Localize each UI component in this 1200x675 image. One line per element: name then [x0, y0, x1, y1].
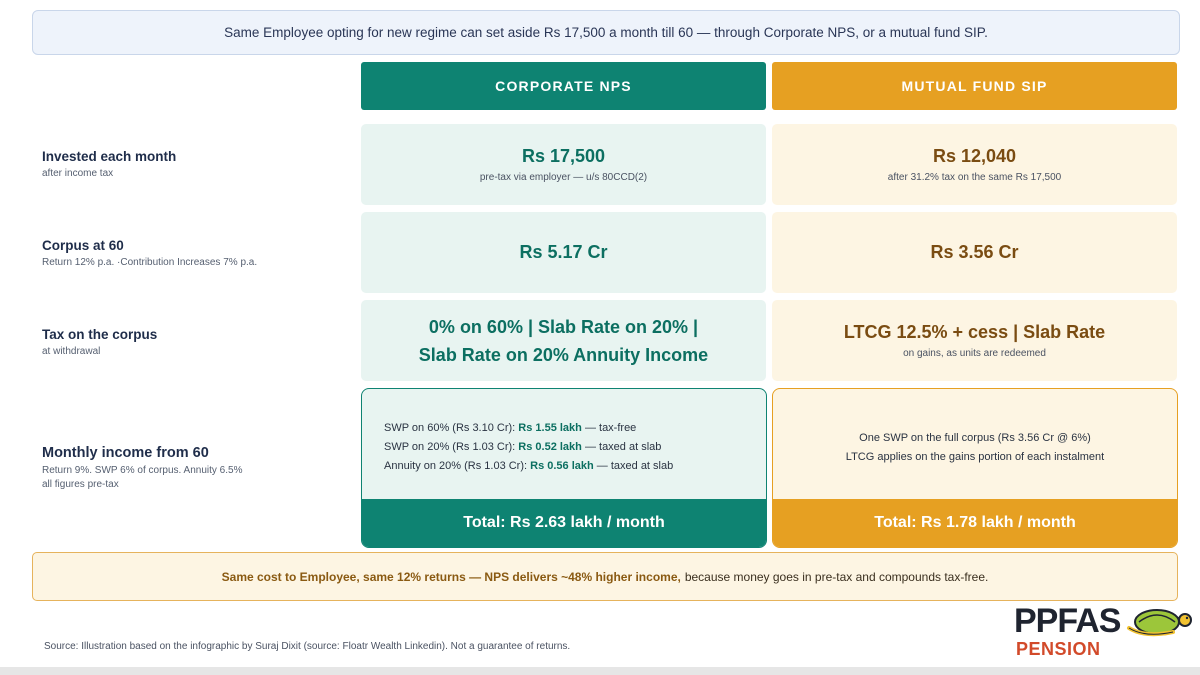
- summary-rest: because money goes in pre-tax and compounds tax-free.: [684, 569, 989, 584]
- row-label-invested: [42, 149, 176, 181]
- mf-tax-note: on gains, as units are redeemed: [903, 348, 1046, 359]
- nps-income-total: Total: Rs 2.63 lakh / month: [362, 499, 766, 547]
- row-subtitle: Return 12% p.a. ·Contribution Increases 7% p.a.: [42, 257, 258, 268]
- mf-income-list: [773, 429, 1177, 467]
- item-amount: Rs 1.55 lakh: [518, 422, 582, 434]
- nps-tax-cell: [361, 300, 766, 381]
- mf-corpus-cell: [772, 212, 1177, 293]
- row-title: Invested each month: [42, 149, 177, 164]
- row-title: Corpus at 60: [42, 238, 124, 253]
- row-label-tax: [42, 327, 157, 359]
- list-item: [384, 419, 673, 438]
- mf-tax-cell: [772, 300, 1177, 381]
- mutual-fund-sip-header: MUTUAL FUND SIP: [772, 62, 1177, 110]
- row-title: Monthly income from 60: [42, 445, 209, 461]
- turtle-icon: [1125, 604, 1195, 644]
- nps-income-body: [362, 389, 766, 499]
- row-subtitle: after income tax: [42, 168, 114, 179]
- list-item: [384, 438, 673, 457]
- mf-income-total: Total: Rs 1.78 lakh / month: [773, 499, 1177, 547]
- source-note: Source: Illustration based on the infographic by Suraj Dixit (source: Floatr Wealth Linkedin). Not a guarantee of returns.: [44, 641, 571, 652]
- bottom-bar: [0, 667, 1200, 675]
- mf-invested-cell: [772, 124, 1177, 205]
- item-prefix: SWP on 60% (Rs 3.10 Cr):: [384, 422, 516, 434]
- nps-invested-value: Rs 17,500: [521, 146, 606, 166]
- mf-corpus-value: Rs 3.56 Cr: [930, 242, 1019, 262]
- nps-corpus-cell: [361, 212, 766, 293]
- mf-income-body: [773, 389, 1177, 499]
- headline-banner: Same Employee opting for new regime can set aside Rs 17,500 a month till 60 — through Corporate NPS, or a mutual fund SIP.: [32, 10, 1180, 55]
- logo-wordmark: PPFAS: [1014, 602, 1121, 640]
- item-suffix: — taxed at slab: [584, 441, 662, 453]
- nps-tax-line-2: Slab Rate on 20% Annuity Income: [418, 344, 709, 365]
- row-subtitle-1: Return 9%. SWP 6% of corpus. Annuity 6.5%: [42, 465, 243, 476]
- mf-income-box: [772, 388, 1178, 548]
- row-label-corpus: [42, 238, 257, 270]
- corporate-nps-header: CORPORATE NPS: [361, 62, 766, 110]
- item-suffix: — taxed at slab: [596, 460, 674, 472]
- mf-invested-value: Rs 12,040: [932, 146, 1017, 166]
- item-amount: Rs 0.52 lakh: [518, 441, 582, 453]
- mf-tax-value: LTCG 12.5% + cess | Slab Rate: [843, 322, 1106, 342]
- item-amount: Rs 0.56 lakh: [530, 460, 594, 472]
- row-subtitle: at withdrawal: [42, 346, 101, 357]
- nps-tax-line-1: 0% on 60% | Slab Rate on 20% |: [428, 316, 699, 337]
- mf-income-line-2: LTCG applies on the gains portion of each instalment: [845, 451, 1105, 463]
- list-item: [384, 457, 673, 476]
- item-prefix: SWP on 20% (Rs 1.03 Cr):: [384, 441, 516, 453]
- logo-subtitle: PENSION: [1016, 639, 1101, 659]
- nps-corpus-value: Rs 5.17 Cr: [519, 242, 608, 262]
- nps-invested-cell: [361, 124, 766, 205]
- row-label-income: [42, 445, 242, 492]
- nps-income-list: [384, 419, 673, 476]
- item-prefix: Annuity on 20% (Rs 1.03 Cr):: [384, 460, 528, 472]
- mf-income-line-1: One SWP on the full corpus (Rs 3.56 Cr @ 6%): [859, 432, 1091, 444]
- summary-banner: [32, 552, 1178, 601]
- nps-invested-note: pre-tax via employer — u/s 80CCD(2): [479, 172, 648, 183]
- summary-bold: Same cost to Employee, same 12% returns — NPS delivers ~48% higher income,: [221, 569, 681, 584]
- row-title: Tax on the corpus: [42, 327, 158, 342]
- row-subtitle-2: all figures pre-tax: [42, 479, 119, 490]
- item-suffix: — tax-free: [584, 422, 637, 434]
- nps-income-box: [361, 388, 767, 548]
- mf-invested-note: after 31.2% tax on the same Rs 17,500: [887, 172, 1062, 183]
- ppfas-pension-logo: [1014, 602, 1194, 662]
